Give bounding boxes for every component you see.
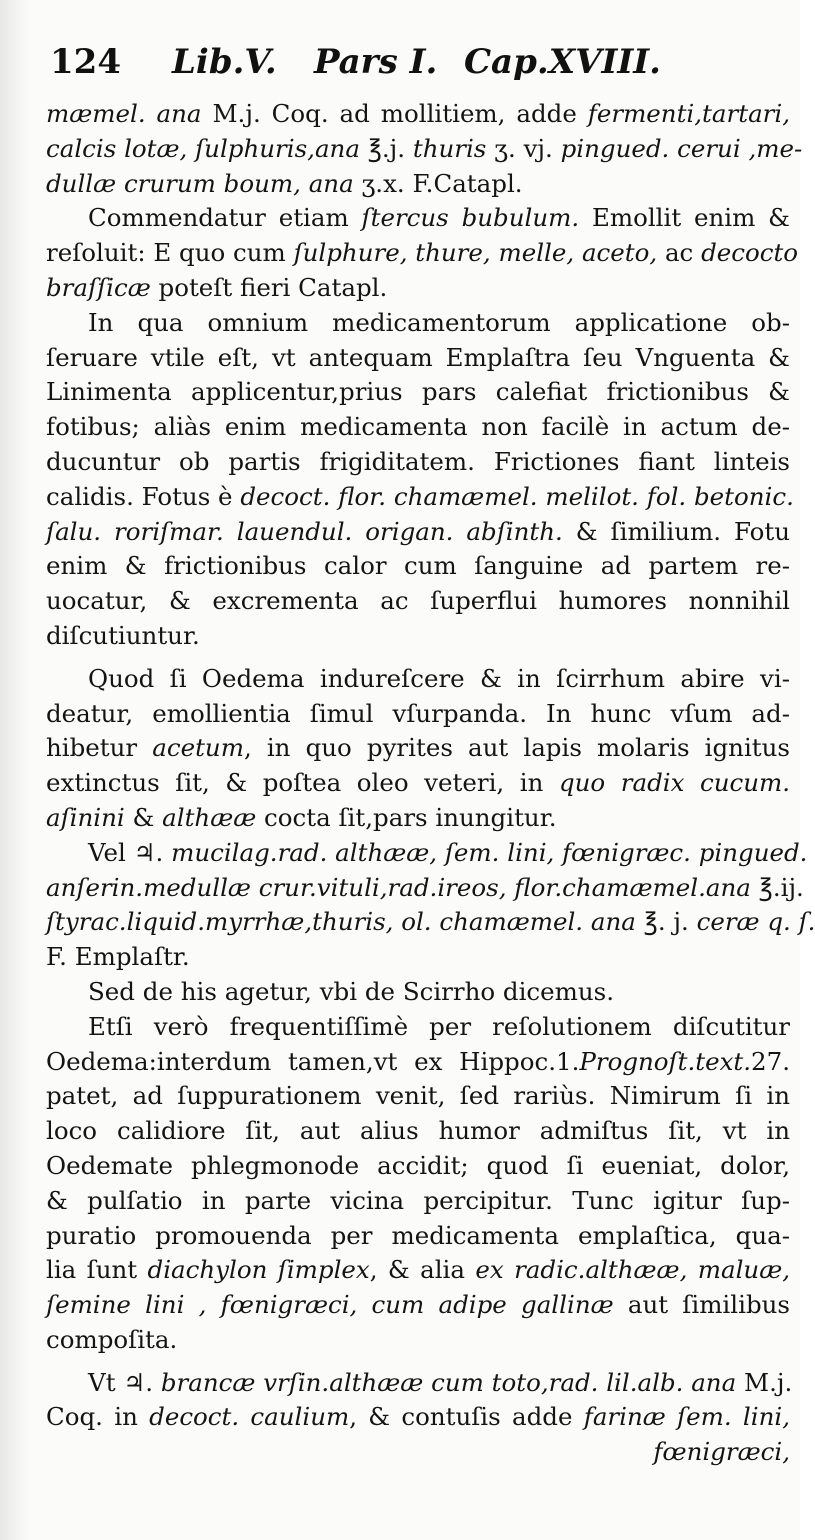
- italic-segment: ſemine lini , fœnigræci, cum adipe gallinæ: [46, 1290, 614, 1320]
- paragraph: [46, 1010, 790, 1358]
- paragraph: [46, 975, 790, 1010]
- paragraph: [46, 97, 803, 201]
- text-segment: M.j.: [736, 1367, 793, 1397]
- text-segment: & ſimilium. Fotu: [562, 516, 791, 546]
- text-segment: ℥. j.: [635, 907, 697, 937]
- italic-segment: mæmel. ana: [46, 99, 202, 128]
- italic-segment: ſtyrac.liquid.myrrhæ,thuris, ol. chamæmel. ana: [46, 907, 636, 937]
- text-segment: Etſi verò frequentiſſimè per reſolutionem diſcutitur: [88, 1011, 790, 1041]
- text-line: [46, 97, 790, 132]
- text-segment: Coq. in: [46, 1402, 150, 1432]
- text-line: [46, 697, 790, 732]
- text-segment: In qua omnium medicamentorum applicatione ob-: [88, 307, 790, 337]
- text-segment: patet, ad ſuppurationem venit, ſed rariùs. Nimirum ſi in: [46, 1081, 790, 1111]
- text-segment: reſoluit: E quo cum: [46, 238, 294, 268]
- text-line: [46, 1114, 790, 1149]
- text-line: [46, 167, 790, 202]
- text-segment: enim & frictionibus calor cum ſanguine ad partem re-: [46, 551, 790, 581]
- text-line: [46, 975, 790, 1010]
- text-segment: fotibus; aliàs enim medicamenta non facilè in actum de-: [46, 412, 790, 442]
- part-label: Pars I.: [314, 42, 438, 82]
- text-line: [46, 1323, 790, 1358]
- text-line: [46, 905, 815, 940]
- text-segment: F. Emplaſtr.: [46, 942, 190, 972]
- italic-segment: decoct. flor. chamæmel. melilot. fol. betonic.: [240, 481, 794, 511]
- text-segment: Emollit enim &: [579, 203, 790, 233]
- text-segment: ℥.ij.: [750, 872, 804, 902]
- italic-segment: pingued. cerui ,me-: [560, 133, 803, 163]
- text-line: [46, 1435, 790, 1470]
- text-line: [46, 236, 799, 271]
- italic-segment: ſtercus bubulum.: [361, 203, 580, 233]
- text-segment: &: [124, 802, 163, 832]
- italic-segment: mucilag.rad. althææ, ſem. lini, fœnigræc. pingued.: [171, 837, 808, 867]
- italic-segment: thuris: [412, 133, 487, 163]
- text-segment: ſeruare vtile eſt, vt antequam Emplaſtra ſeu Vnguenta &: [46, 342, 790, 372]
- text-line: [46, 801, 790, 836]
- text-line: [46, 1219, 790, 1254]
- text-segment: uocatur, & excrementa ac ſuperflui humores nonnihil: [46, 586, 790, 616]
- italic-segment: anſerin.medullæ crur.vituli,rad.ireos, flor.chamæmel.ana: [46, 872, 751, 902]
- italic-segment: ex radic.althææ, maluæ,: [475, 1255, 791, 1285]
- text-line: [46, 341, 790, 376]
- text-line: [46, 271, 790, 306]
- text-line: [46, 1010, 790, 1045]
- text-line: [46, 515, 790, 550]
- text-segment: Oedema:interdum tamen,vt ex Hippoc.1.: [46, 1046, 580, 1076]
- text-segment: extinctus ſit, & poſtea oleo veteri, in: [46, 768, 559, 798]
- book-label: Lib.V.: [172, 42, 277, 82]
- text-segment: , & alia: [369, 1255, 476, 1285]
- italic-segment: ſulphure, thure, melle, aceto,: [293, 238, 658, 268]
- text-line: [46, 1288, 790, 1323]
- text-line: [46, 306, 790, 341]
- chapter-label: Cap.XVIII.: [464, 42, 662, 82]
- text-line: [46, 871, 804, 906]
- paragraph: [46, 201, 799, 305]
- paragraph: [46, 306, 794, 654]
- italic-segment: fermenti,tartari,: [587, 99, 791, 128]
- text-line: [46, 1184, 790, 1219]
- text-line: [46, 731, 790, 766]
- text-segment: Commendatur etiam: [88, 203, 362, 233]
- text-segment: ℥.j.: [359, 133, 413, 163]
- text-segment: ʒ. vj.: [486, 133, 561, 163]
- paragraph: [46, 836, 815, 975]
- italic-segment: aſinini: [46, 802, 125, 832]
- italic-segment: althææ: [162, 802, 257, 832]
- text-line: [46, 375, 790, 410]
- text-segment: Linimenta applicentur,prius pars calefiat frictionibus &: [46, 377, 790, 407]
- text-segment: 27.: [751, 1046, 790, 1076]
- italic-segment: fœnigræci,: [653, 1437, 790, 1467]
- text-segment: lia ſunt: [46, 1255, 148, 1285]
- text-segment: puratio promouenda per medicamenta emplaſtica, qua-: [46, 1220, 790, 1250]
- paragraph: [46, 662, 790, 836]
- text-segment: hibetur: [46, 733, 153, 763]
- text-line: [46, 410, 790, 445]
- italic-segment: decoct. caulium: [149, 1402, 350, 1432]
- text-line: [46, 201, 790, 236]
- text-segment: Oedemate phlegmonode accidit; quod ſi eueniat, dolor,: [46, 1150, 790, 1180]
- running-header: [50, 42, 780, 92]
- text-segment: cocta ſit,pars inungitur.: [256, 802, 557, 832]
- text-line: [46, 1149, 790, 1184]
- text-segment: calidis. Fotus è: [46, 481, 241, 511]
- italic-segment: brancæ vrſin.althææ cum toto,rad. lil.alb. ana: [160, 1367, 737, 1397]
- text-segment: Vt ♃.: [88, 1367, 161, 1397]
- text-segment: M.j. Coq. ad mollitiem, adde: [201, 99, 588, 128]
- text-segment: ac: [657, 238, 702, 268]
- text-segment: & pulſatio in parte vicina percipitur. Tunc igitur ſup-: [46, 1185, 790, 1215]
- text-segment: ducuntur ob partis frigiditatem. Frictiones fiant linteis: [46, 446, 790, 476]
- text-line: [46, 766, 790, 801]
- italic-segment: acetum: [152, 733, 244, 763]
- text-line: [46, 1079, 790, 1114]
- italic-segment: farinæ ſem. lini,: [583, 1402, 790, 1432]
- text-line: [46, 584, 790, 619]
- text-line: [46, 619, 790, 654]
- italic-segment: ſalu. roriſmar. lauendul. origan. abſinth.: [46, 516, 563, 546]
- paragraph: [46, 1366, 793, 1470]
- text-segment: loco calidiore ſit, aut alius humor admiſtus ſit, vt in: [46, 1116, 790, 1146]
- body-text: [46, 97, 815, 1470]
- italic-segment: calcis lotæ, ſulphuris,ana: [46, 133, 360, 163]
- text-segment: , in quo pyrites aut lapis molaris ignitus: [243, 733, 790, 763]
- text-line: [46, 480, 794, 515]
- italic-segment: ceræ q. ſ.: [696, 907, 815, 937]
- italic-segment: diachylon ſimplex: [147, 1255, 370, 1285]
- page-number: 124: [50, 42, 121, 82]
- text-segment: diſcutiuntur.: [46, 620, 200, 650]
- text-segment: compoſita.: [46, 1324, 178, 1354]
- italic-segment: braſſicæ: [46, 272, 151, 302]
- text-line: [46, 549, 790, 584]
- text-line: [46, 662, 790, 697]
- italic-segment: Prognoſt.text.: [579, 1046, 752, 1076]
- text-line: [46, 1366, 793, 1401]
- italic-segment: dullæ crurum boum, ana: [46, 168, 354, 198]
- text-segment: deatur, emollientia ſimul vſurpanda. In hunc vſum ad-: [46, 698, 790, 728]
- text-segment: aut ſimilibus: [613, 1290, 790, 1320]
- text-segment: , & contuſis adde: [349, 1402, 584, 1432]
- italic-segment: decocto: [701, 238, 799, 268]
- italic-segment: quo radix cucum.: [558, 768, 790, 798]
- text-line: [46, 1400, 790, 1435]
- text-line: [46, 445, 790, 480]
- text-segment: poteſt fieri Catapl.: [150, 272, 388, 302]
- text-segment: Vel ♃.: [88, 837, 172, 867]
- text-segment: ʒ.x. F.Catapl.: [353, 168, 523, 198]
- text-line: [46, 1045, 790, 1080]
- text-line: [46, 1253, 790, 1288]
- text-segment: Quod ſi Oedema indureſcere & in ſcirrhum abire vi-: [88, 663, 790, 693]
- text-line: [46, 940, 790, 975]
- text-line: [46, 132, 803, 167]
- text-segment: Sed de his agetur, vbi de Scirrho dicemus.: [88, 976, 615, 1006]
- text-line: [46, 836, 808, 871]
